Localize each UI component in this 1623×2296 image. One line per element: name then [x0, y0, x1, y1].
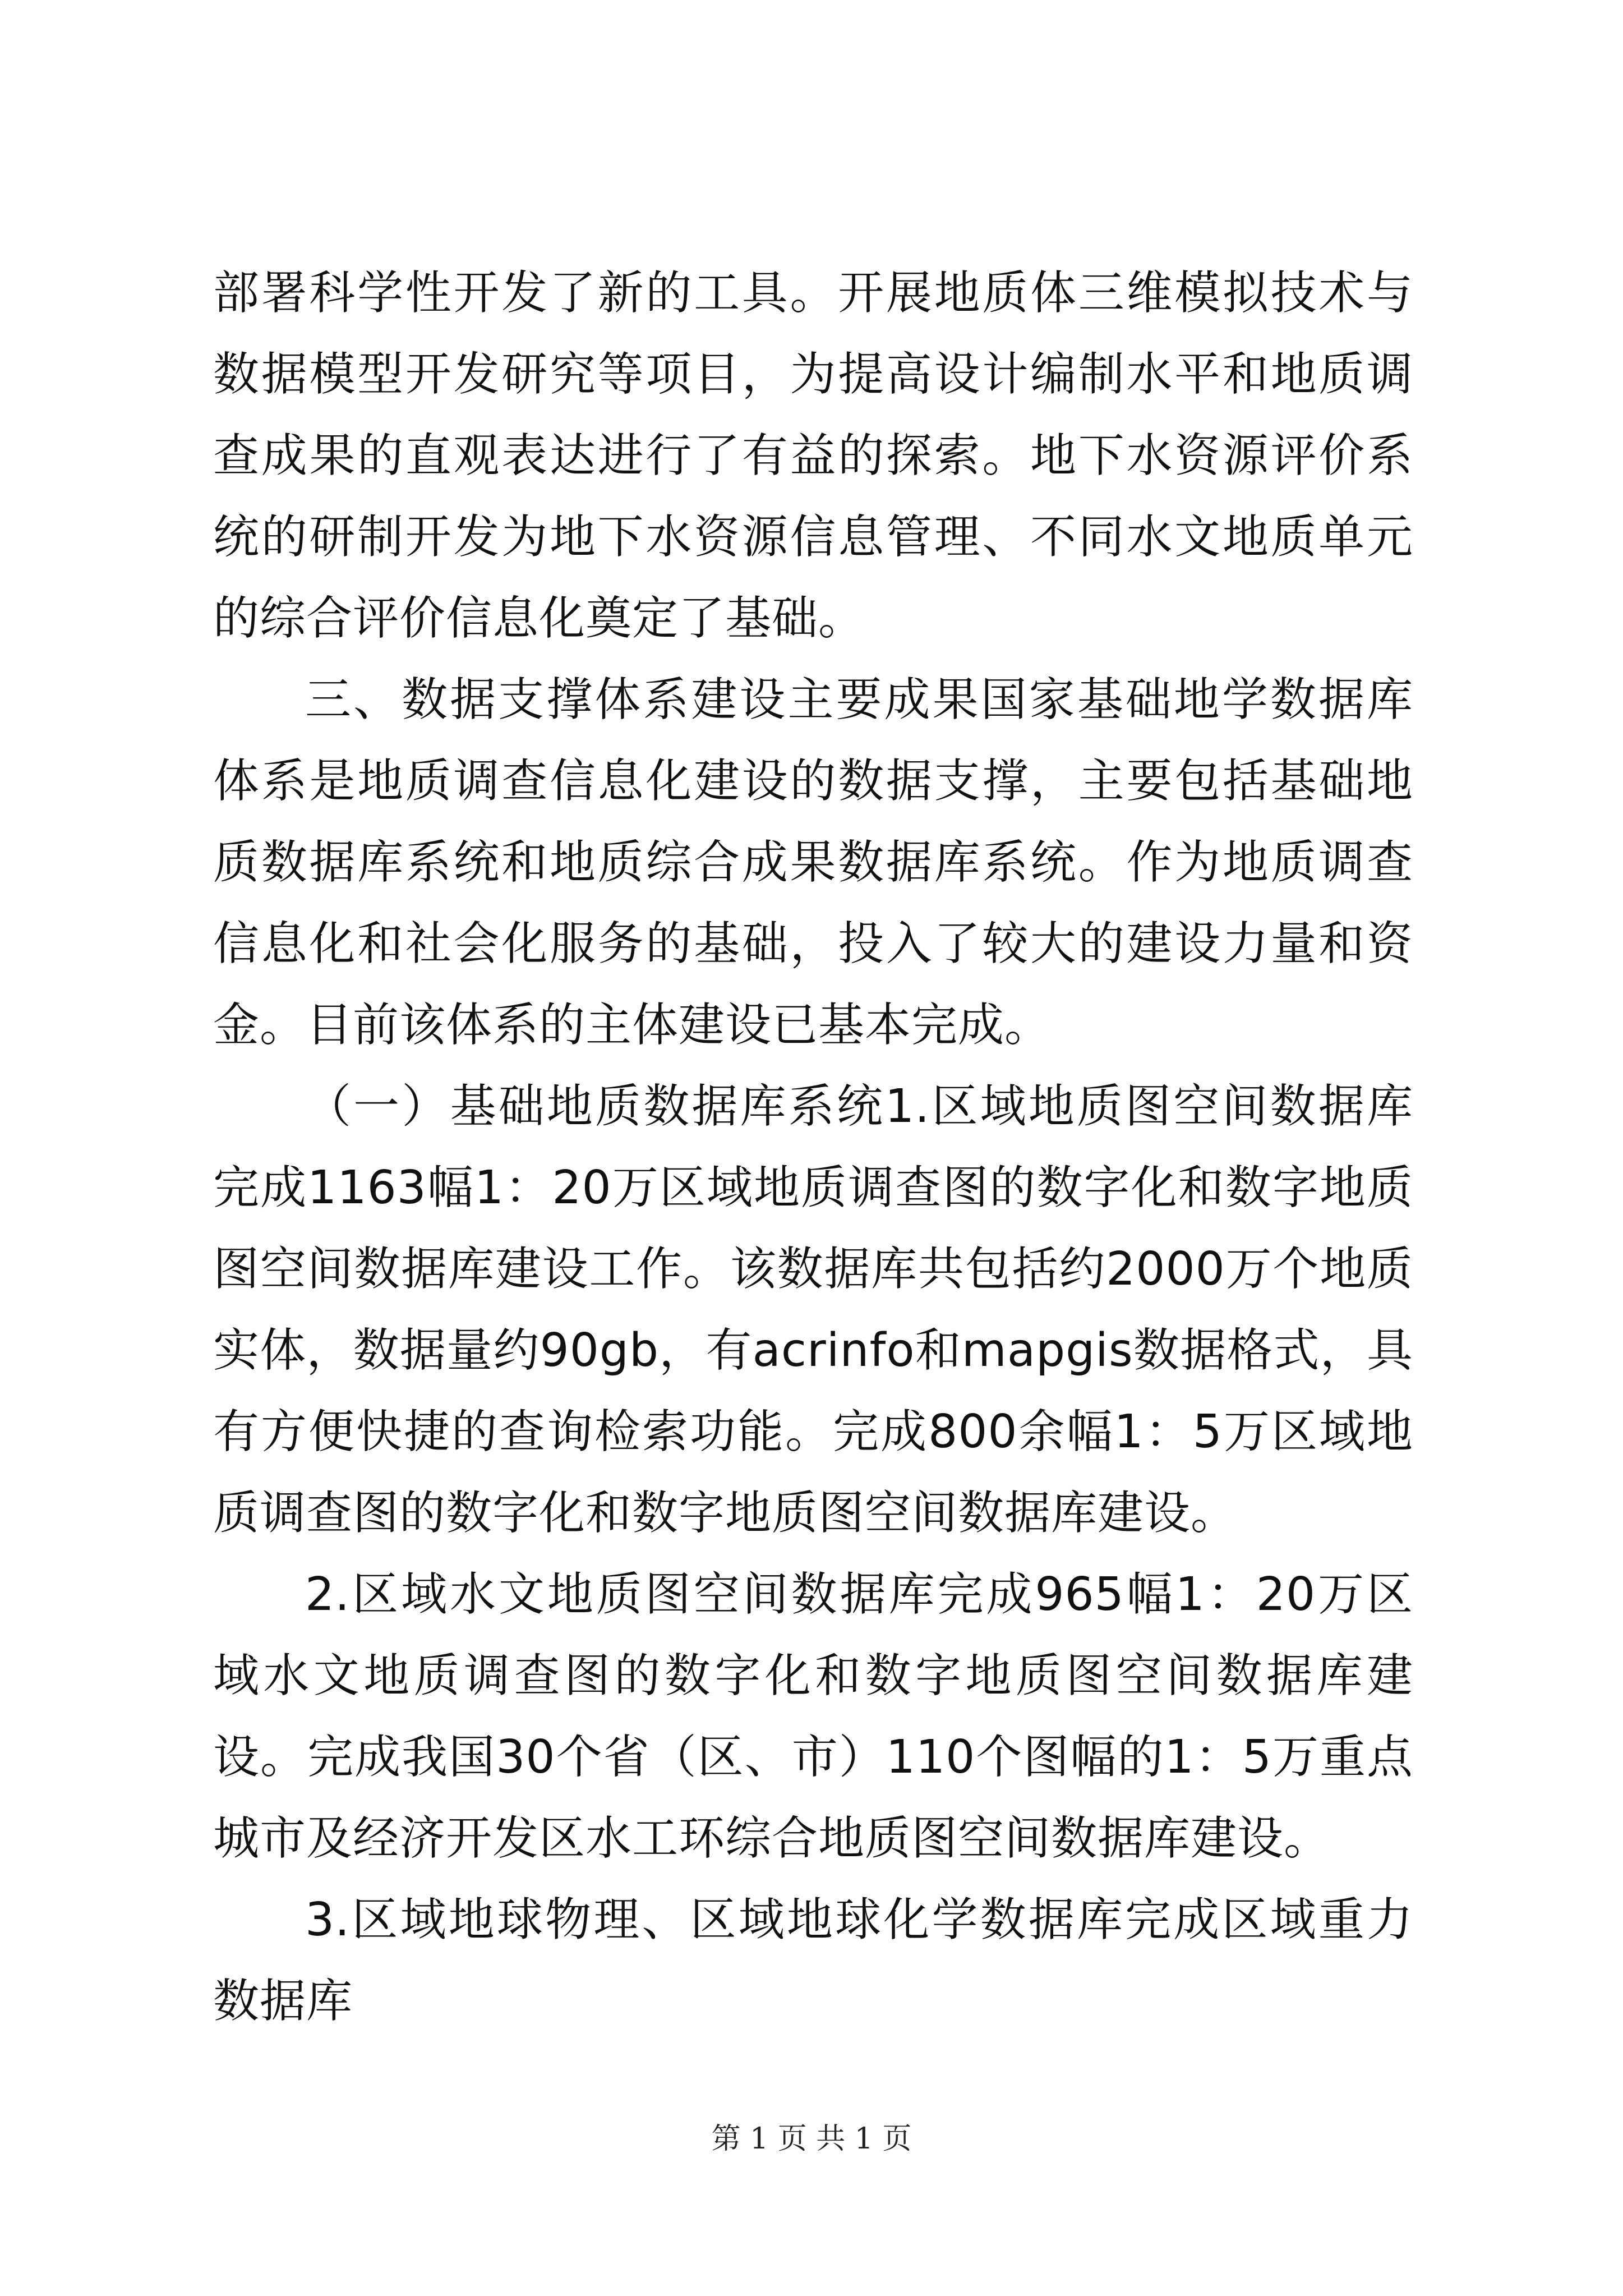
paragraph-4: 2.区域水文地质图空间数据库完成965幅1：20万区域水文地质调查图的数字化和数字地质图空间数据库建设。完成我国30个省（区、市）110个图幅的1：5万重点城市及经济开发区水工环综合地质图空间数据库建设。 — [213, 1568, 1413, 1865]
paragraph-3: （一）基础地质数据库系统1.区域地质图空间数据库完成1163幅1：20万区域地质调查图的数字化和数字地质图空间数据库建设工作。该数据库共包括约2000万个地质实体，数据量约90gb，有acrinfo和mapgis数据格式，具有方便快捷的查询检索功能。完成800余幅1：5万区域地质调查图的数字化和数字地质图空间数据库建设。 — [213, 1080, 1413, 1540]
page-footer: 第 1 页 共 1 页 — [711, 2122, 912, 2156]
paragraph-1: 部署科学性开发了新的工具。开展地质体三维模拟技术与数据模型开发研究等项目，为提高设计编制水平和地质调查成果的直观表达进行了有益的探索。地下水资源评价系统的研制开发为地下水资源信息管理、不同水文地质单元的综合评价信息化奠定了基础。 — [213, 266, 1413, 645]
paragraph-5: 3.区域地球物理、区域地球化学数据库完成区域重力数据库 — [213, 1893, 1413, 2028]
document-body — [213, 252, 1413, 2042]
paragraph-2: 三、数据支撑体系建设主要成果国家基础地学数据库体系是地质调查信息化建设的数据支撑，主要包括基础地质数据库系统和地质综合成果数据库系统。作为地质调查信息化和社会化服务的基础，投入了较大的建设力量和资金。目前该体系的主体建设已基本完成。 — [213, 673, 1413, 1052]
